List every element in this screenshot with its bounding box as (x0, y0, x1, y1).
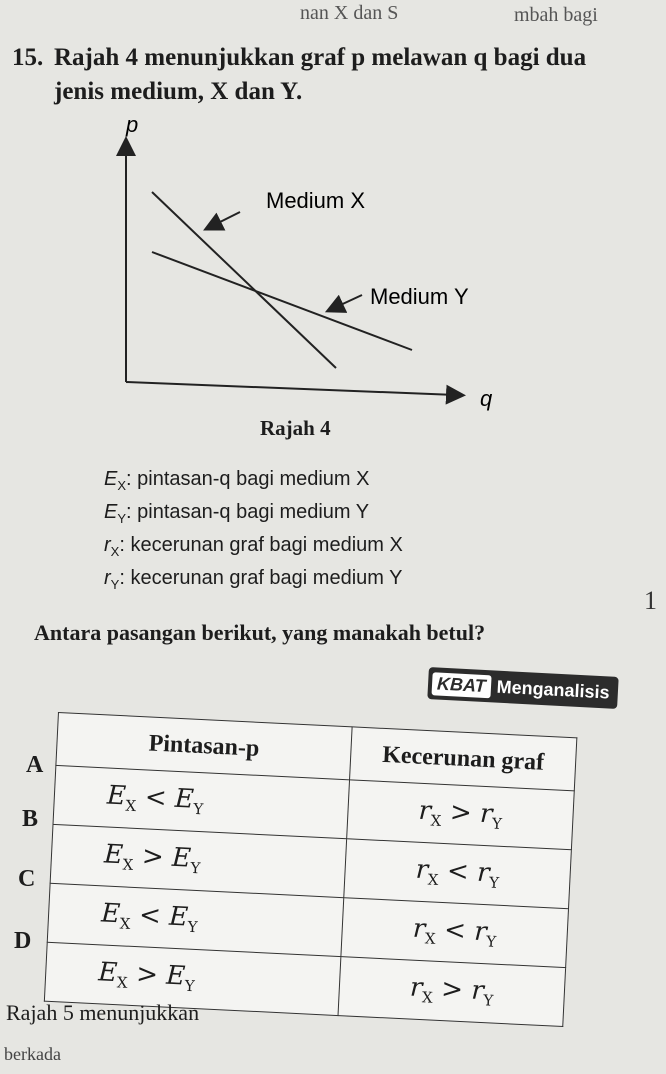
question-line-1: Rajah 4 menunjukkan graf p melawan q bagi dua (54, 44, 587, 71)
kbat-logo: KBAT (432, 672, 492, 698)
option-letter[interactable]: A (26, 752, 44, 778)
x-axis (126, 382, 456, 395)
figure-caption: Rajah 4 (260, 416, 331, 440)
intercept-cell: $E_X < E_Y$ (47, 883, 344, 956)
question-line-2: jenis medium, X dan Y. (54, 78, 303, 105)
x-axis-label: q (480, 386, 493, 411)
graph-figure (0, 100, 520, 420)
header-intercept: Pintasan-p (56, 713, 352, 780)
answer-table (44, 712, 617, 1029)
intercept-cell: $E_X > E_Y$ (44, 942, 341, 1015)
question-number: 15. (12, 44, 44, 71)
intercept-cell: $E_X > E_Y$ (50, 824, 347, 897)
option-letter[interactable]: B (22, 806, 39, 832)
legend-row: $E_X$: pintasan-q bagi medium X (104, 468, 370, 493)
legend-row: $E_Y$: pintasan-q bagi medium Y (104, 501, 370, 526)
option-letter[interactable]: C (18, 866, 36, 892)
medium-x-label: Medium X (266, 188, 366, 213)
side-mark: 1 (644, 586, 657, 615)
gradient-cell: $r_X > r_Y$ (338, 957, 566, 1027)
gradient-cell: $r_X > r_Y$ (347, 780, 575, 850)
medium-x-pointer (212, 212, 240, 226)
medium-x-line (152, 192, 336, 368)
gradient-cell: $r_X < r_Y$ (341, 898, 569, 968)
kbat-badge (427, 667, 618, 709)
gradient-cell: $r_X < r_Y$ (344, 839, 572, 909)
medium-y-pointer (334, 295, 362, 308)
next-question-fragment-2: berkada (4, 1044, 61, 1064)
next-question-fragment: Rajah 5 menunjukkan (6, 1000, 200, 1025)
legend (104, 466, 403, 598)
header-fragment-left: nan X dan S (300, 2, 399, 24)
header-fragment-right: mbah bagi (514, 4, 598, 26)
y-axis-label: p (126, 112, 139, 137)
medium-y-label: Medium Y (370, 284, 469, 309)
header-gradient: Kecerunan graf (350, 727, 577, 791)
intercept-cell: $E_X < E_Y$ (53, 765, 350, 838)
legend-row: $r_X$: kecerunan graf bagi medium X (104, 534, 403, 559)
option-letter[interactable]: D (14, 928, 32, 954)
legend-row: $r_Y$: kecerunan graf bagi medium Y (104, 567, 403, 592)
question-prompt: Antara pasangan berikut, yang manakah betul? (34, 620, 486, 645)
kbat-badge-text: Menganalisis (496, 676, 611, 703)
